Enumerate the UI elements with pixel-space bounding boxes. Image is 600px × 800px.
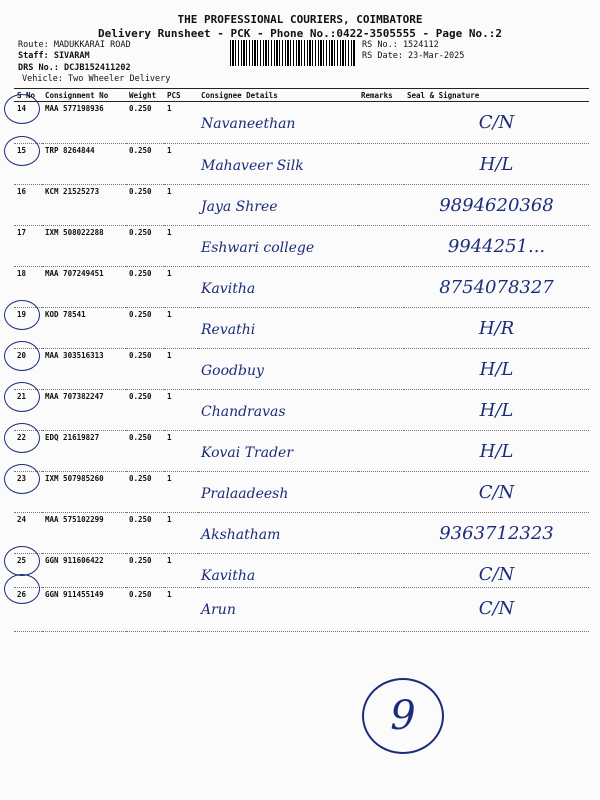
cell-pcs: 1 — [164, 308, 198, 349]
cell-remarks — [358, 431, 404, 472]
serial-circle-mark — [4, 574, 40, 604]
cell-consignment-no: GGN 911455149 — [42, 588, 126, 632]
cell-remarks — [358, 308, 404, 349]
serial-circle-mark — [4, 546, 40, 576]
route-label: Route: MADUKKARAI ROAD — [18, 40, 131, 50]
cell-remarks — [358, 349, 404, 390]
cell-signature: H/L — [404, 144, 589, 185]
table-row — [14, 472, 589, 513]
table-header-row — [14, 89, 589, 102]
serial-circle-mark — [4, 423, 40, 453]
serial-circle-mark — [4, 382, 40, 412]
cell-weight: 0.250 — [126, 102, 164, 144]
table-row — [14, 144, 589, 185]
cell-weight: 0.250 — [126, 144, 164, 185]
cell-pcs: 1 — [164, 588, 198, 632]
cell-sno: 24 — [14, 513, 42, 554]
cell-sno: 26 — [14, 588, 42, 632]
cell-remarks — [358, 185, 404, 226]
cell-pcs: 1 — [164, 102, 198, 144]
cell-signature: H/L — [404, 431, 589, 472]
cell-signature: C/N — [404, 102, 589, 144]
rs-date: RS Date: 23-Mar-2025 — [362, 51, 465, 61]
col-remarks: Remarks — [358, 89, 404, 102]
cell-sno: 16 — [14, 185, 42, 226]
cell-consignee: Jaya Shree — [198, 185, 358, 226]
cell-consignment-no: KCM 21525273 — [42, 185, 126, 226]
cell-sno: 25 — [14, 554, 42, 588]
cell-weight: 0.250 — [126, 267, 164, 308]
cell-remarks — [358, 144, 404, 185]
serial-circle-mark — [4, 341, 40, 371]
cell-consignee: Chandravas — [198, 390, 358, 431]
cell-consignment-no: TRP 8264844 — [42, 144, 126, 185]
cell-remarks — [358, 267, 404, 308]
cell-consignee: Kavitha — [198, 267, 358, 308]
col-consignment: Consignment No — [42, 89, 126, 102]
cell-sno: 23 — [14, 472, 42, 513]
cell-signature: H/R — [404, 308, 589, 349]
serial-circle-mark — [4, 94, 40, 124]
cell-weight: 0.250 — [126, 349, 164, 390]
cell-pcs: 1 — [164, 472, 198, 513]
table-row — [14, 390, 589, 431]
page-count-mark: 9 — [362, 678, 444, 754]
cell-pcs: 1 — [164, 513, 198, 554]
col-signature: Seal & Signature — [404, 89, 589, 102]
cell-consignee: Revathi — [198, 308, 358, 349]
cell-signature: C/N — [404, 554, 589, 588]
cell-pcs: 1 — [164, 349, 198, 390]
cell-consignee: Goodbuy — [198, 349, 358, 390]
cell-remarks — [358, 513, 404, 554]
cell-consignment-no: KOD 78541 — [42, 308, 126, 349]
cell-weight: 0.250 — [126, 226, 164, 267]
cell-weight: 0.250 — [126, 390, 164, 431]
cell-pcs: 1 — [164, 267, 198, 308]
cell-weight: 0.250 — [126, 588, 164, 632]
cell-consignment-no: EDQ 21619827 — [42, 431, 126, 472]
staff-label: Staff: SIVARAM — [18, 51, 90, 61]
serial-circle-mark — [4, 136, 40, 166]
cell-sno: 20 — [14, 349, 42, 390]
cell-consignee: Arun — [198, 588, 358, 632]
table-row — [14, 102, 589, 144]
serial-circle-mark — [4, 300, 40, 330]
cell-weight: 0.250 — [126, 472, 164, 513]
cell-consignment-no: MAA 707382247 — [42, 390, 126, 431]
cell-weight: 0.250 — [126, 308, 164, 349]
barcode — [230, 40, 355, 66]
cell-sno: 17 — [14, 226, 42, 267]
col-weight: Weight — [126, 89, 164, 102]
col-consignee: Consignee Details — [198, 89, 358, 102]
table-row — [14, 308, 589, 349]
document-subtitle: Delivery Runsheet - PCK - Phone No.:0422-3505555 - Page No.:2 — [98, 27, 502, 40]
table-row — [14, 513, 589, 554]
cell-consignee: Pralaadeesh — [198, 472, 358, 513]
table-row — [14, 226, 589, 267]
cell-pcs: 1 — [164, 226, 198, 267]
cell-consignee: Mahaveer Silk — [198, 144, 358, 185]
table-row — [14, 554, 589, 588]
cell-weight: 0.250 — [126, 185, 164, 226]
serial-circle-mark — [4, 464, 40, 494]
cell-consignment-no: IXM 508022288 — [42, 226, 126, 267]
cell-weight: 0.250 — [126, 554, 164, 588]
cell-remarks — [358, 472, 404, 513]
cell-consignee: Kavitha — [198, 554, 358, 588]
cell-signature: 9894620368 — [404, 185, 589, 226]
cell-pcs: 1 — [164, 144, 198, 185]
cell-remarks — [358, 588, 404, 632]
cell-consignee: Akshatham — [198, 513, 358, 554]
cell-consignee: Navaneethan — [198, 102, 358, 144]
cell-signature: H/L — [404, 390, 589, 431]
drs-label: DRS No.: DCJB152411202 — [18, 63, 131, 73]
document-title: THE PROFESSIONAL COURIERS, COIMBATORE — [177, 13, 423, 26]
cell-signature: H/L — [404, 349, 589, 390]
table-row — [14, 431, 589, 472]
cell-pcs: 1 — [164, 185, 198, 226]
table-row — [14, 349, 589, 390]
cell-signature: 9944251... — [404, 226, 589, 267]
cell-consignment-no: MAA 707249451 — [42, 267, 126, 308]
cell-sno: 18 — [14, 267, 42, 308]
cell-pcs: 1 — [164, 390, 198, 431]
vehicle-label: Vehicle: Two Wheeler Delivery — [22, 74, 171, 84]
cell-consignment-no: MAA 303516313 — [42, 349, 126, 390]
cell-signature: 8754078327 — [404, 267, 589, 308]
cell-sno: 14 — [14, 102, 42, 144]
cell-remarks — [358, 102, 404, 144]
cell-remarks — [358, 554, 404, 588]
rs-number: RS No.: 1524112 — [362, 40, 439, 50]
runsheet-table — [14, 88, 589, 632]
table-row — [14, 267, 589, 308]
cell-consignment-no: MAA 577198936 — [42, 102, 126, 144]
cell-consignment-no: IXM 507985260 — [42, 472, 126, 513]
cell-sno: 22 — [14, 431, 42, 472]
table-row — [14, 588, 589, 632]
cell-weight: 0.250 — [126, 431, 164, 472]
cell-pcs: 1 — [164, 554, 198, 588]
col-sno: S No — [14, 89, 42, 102]
cell-consignment-no: MAA 575102299 — [42, 513, 126, 554]
cell-consignee: Eshwari college — [198, 226, 358, 267]
cell-sno: 19 — [14, 308, 42, 349]
cell-sno: 15 — [14, 144, 42, 185]
cell-weight: 0.250 — [126, 513, 164, 554]
cell-consignee: Kovai Trader — [198, 431, 358, 472]
cell-pcs: 1 — [164, 431, 198, 472]
cell-sno: 21 — [14, 390, 42, 431]
cell-signature: 9363712323 — [404, 513, 589, 554]
table-row — [14, 185, 589, 226]
cell-remarks — [358, 390, 404, 431]
cell-remarks — [358, 226, 404, 267]
cell-signature: C/N — [404, 472, 589, 513]
col-pcs: PCS — [164, 89, 198, 102]
cell-consignment-no: GGN 911606422 — [42, 554, 126, 588]
cell-signature: C/N — [404, 588, 589, 632]
